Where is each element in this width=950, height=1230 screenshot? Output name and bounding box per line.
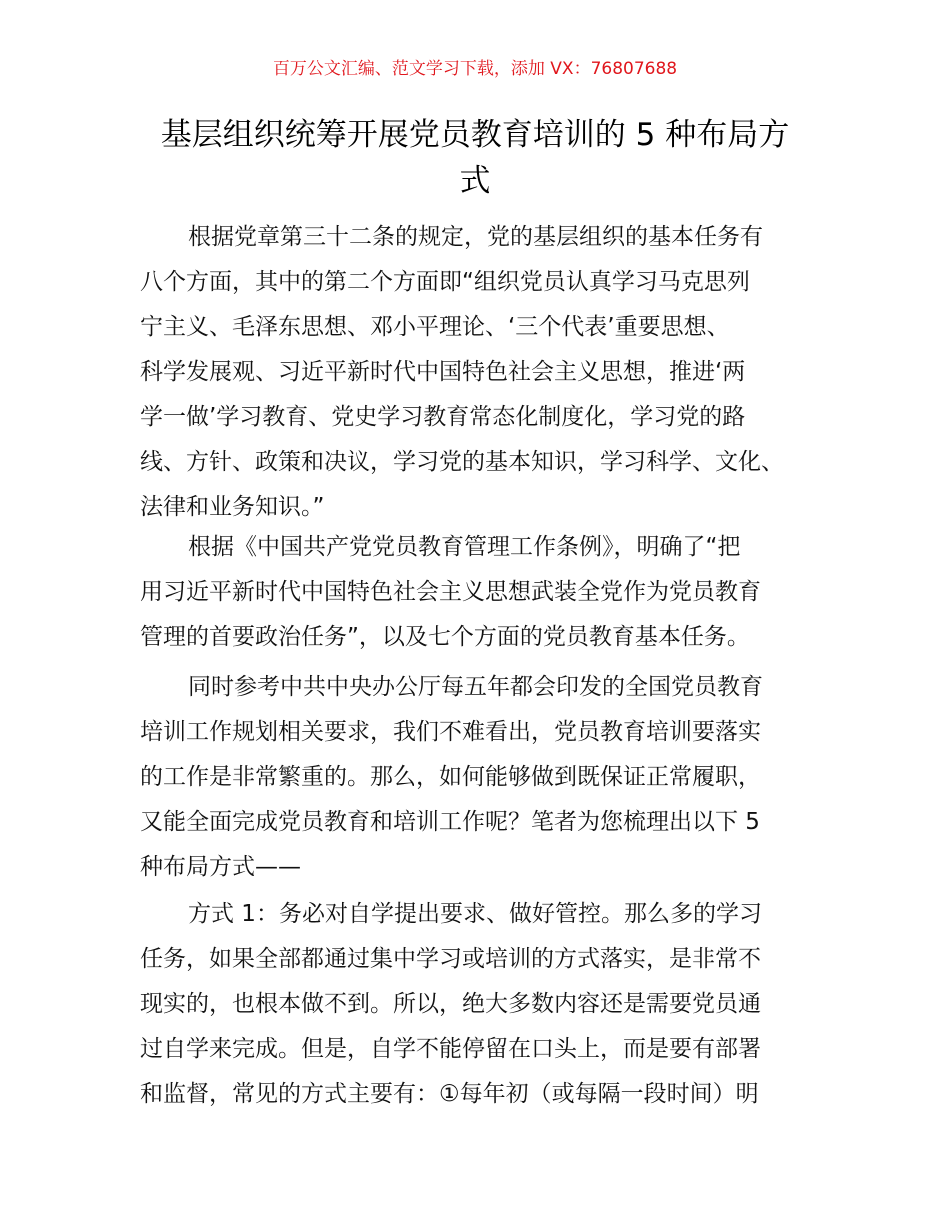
text-line: 又能全面完成党员教育和培训工作呢？笔者为您梳理出以下 5 (140, 809, 760, 835)
text-line: 学一做’学习教育、党史学习教育常态化制度化，学习党的路 (140, 404, 746, 430)
text-line: 和监督，常见的方式主要有：①每年初（或每隔一段时间）明 (140, 1081, 759, 1107)
paragraph-method-1 (140, 892, 830, 1117)
text-line: 管理的首要政治任务”，以及七个方面的党员教育基本任务。 (140, 624, 750, 650)
text-line: 宁主义、毛泽东思想、邓小平理论、‘三个代表’重要思想、 (140, 314, 730, 340)
text-line: 现实的，也根本做不到。所以，绝大多数内容还是需要党员通 (140, 991, 761, 1017)
text-line: 八个方面，其中的第二个方面即“组织党员认真学习马克思列 (140, 269, 750, 295)
paragraph-party-constitution (140, 215, 830, 530)
text-line: 培训工作规划相关要求，我们不难看出，党员教育培训要落实 (140, 719, 761, 745)
paragraph-training-plan (140, 665, 830, 890)
text-line: 同时参考中共中央办公厅每五年都会印发的全国党员教育 (188, 674, 763, 700)
title-line: 基层组织统筹开展党员教育培训的 5 种布局方 (160, 117, 790, 153)
text-line: 用习近平新时代中国特色社会主义思想武装全党作为党员教育 (140, 579, 761, 605)
document-title (140, 112, 810, 204)
text-line: 的工作是非常繁重的。那么，如何能够做到既保证正常履职， (140, 764, 761, 790)
text-line: 法律和业务知识。” (140, 494, 325, 520)
text-line: 科学发展观、习近平新时代中国特色社会主义思想，推进‘两 (140, 359, 746, 385)
text-line: 过自学来完成。但是，自学不能停留在口头上，而是要有部署 (140, 1036, 761, 1062)
text-line: 根据党章第三十二条的规定，党的基层组织的基本任务有 (188, 224, 763, 250)
text-line: 根据《中国共产党党员教育管理工作条例》，明确了“把 (188, 534, 741, 560)
text-line: 种布局方式—— (140, 854, 301, 880)
text-line: 任务，如果全部都通过集中学习或培训的方式落实，是非常不 (140, 946, 761, 972)
watermark-header: 百万公文汇编、范文学习下载，添加 VX：76807688 (272, 59, 678, 79)
paragraph-regulations (140, 525, 830, 660)
title-line: 式 (459, 163, 491, 199)
text-line: 线、方针、政策和决议，学习党的基本知识，学习科学、文化、 (140, 449, 784, 475)
text-line: 方式 1：务必对自学提出要求、做好管控。那么多的学习 (188, 901, 762, 927)
